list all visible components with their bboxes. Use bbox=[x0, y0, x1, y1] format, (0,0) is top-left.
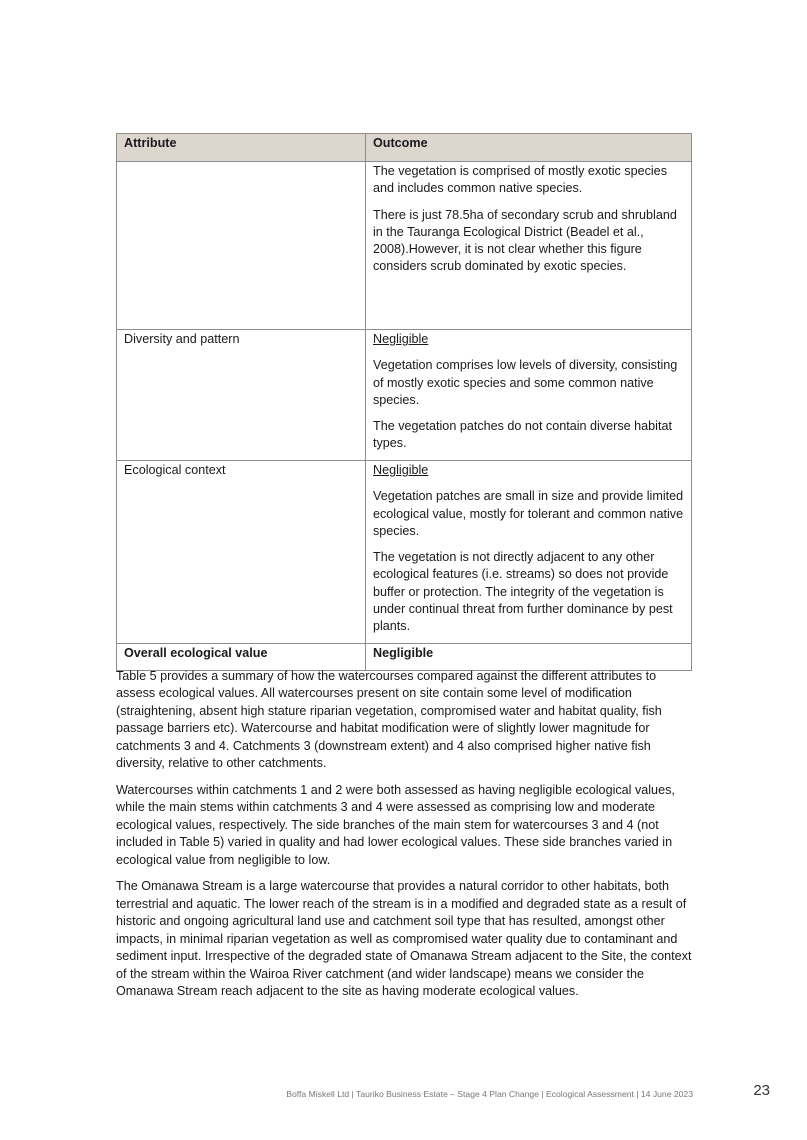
table-header-row bbox=[117, 134, 692, 162]
attribute-cell: Ecological context bbox=[117, 461, 366, 644]
outcome-paragraph: The vegetation is not directly adjacent to any other ecological features (i.e. streams) so does not provide buffer or protection. The integrity of the vegetation is under continual threat from further dominance by pest plants. bbox=[373, 550, 673, 634]
outcome-cell bbox=[366, 330, 692, 461]
table-row bbox=[117, 330, 692, 461]
assessment-table-container bbox=[116, 133, 692, 671]
outcome-paragraph: The vegetation is comprised of mostly exotic species and includes common native species. bbox=[373, 164, 667, 196]
attribute-cell bbox=[117, 162, 366, 330]
attribute-cell: Overall ecological value bbox=[117, 644, 366, 671]
page-number: 23 bbox=[753, 1082, 770, 1099]
outcome-cell bbox=[366, 162, 692, 330]
page-footer: Boffa Miskell Ltd | Tauriko Business Estate – Stage 4 Plan Change | Ecological Assessment | 14 June 2023 bbox=[286, 1089, 693, 1099]
ecological-assessment-table bbox=[116, 133, 692, 671]
rating-text: Negligible bbox=[373, 332, 429, 346]
body-text bbox=[116, 668, 696, 1010]
body-paragraph: Table 5 provides a summary of how the watercourses compared against the different attributes to assess ecological values. All watercourses present on site contain some level of modification (straightening, absent high stature riparian vegetation, compromised water and habitat quality, fish passage barriers etc). Watercourse and habitat modification were of slightly lower magnitude for catchments 3 and 4. Catchments 3 (downstream extent) and 4 also comprised higher native fish diversity, relative to other catchments. bbox=[116, 669, 662, 771]
outcome-paragraph: Vegetation comprises low levels of diversity, consisting of mostly exotic species and some common native species. bbox=[373, 358, 678, 407]
table-row bbox=[117, 644, 692, 671]
outcome-paragraph: The vegetation patches do not contain diverse habitat types. bbox=[373, 419, 672, 451]
outcome-paragraph: There is just 78.5ha of secondary scrub and shrubland in the Tauranga Ecological District (Beadel et al., 2008).However, it is not clear whether this figure considers scrub dominated by exotic species. bbox=[373, 207, 677, 274]
header-attribute: Attribute bbox=[117, 134, 366, 162]
outcome-paragraph: Vegetation patches are small in size and provide limited ecological value, mostly for tolerant and common native species. bbox=[373, 489, 684, 538]
outcome-cell bbox=[366, 461, 692, 644]
header-outcome: Outcome bbox=[366, 134, 692, 162]
table-row bbox=[117, 461, 692, 644]
body-paragraph: The Omanawa Stream is a large watercourse that provides a natural corridor to other habitats, both terrestrial and aquatic. The lower reach of the stream is in a modified and degraded state as a result of historic and ongoing agricultural land use and catchment soil type that has resulted, amongst other impacts, in minimal riparian vegetation as well as compromised water quality due to contaminant and sediment input. Irrespective of the degraded state of Omanawa Stream adjacent to the Site, the context of the stream within the Wairoa River catchment (and wider landscape) means we consider the Omanawa Stream reach adjacent to the site as having moderate ecological values. bbox=[116, 879, 692, 998]
table-row bbox=[117, 162, 692, 330]
rating-text: Negligible bbox=[373, 463, 429, 477]
overall-value-cell: Negligible bbox=[366, 644, 692, 671]
attribute-cell: Diversity and pattern bbox=[117, 330, 366, 461]
body-paragraph: Watercourses within catchments 1 and 2 were both assessed as having negligible ecological values, while the main stems within catchments 3 and 4 were assessed as comprising low and moderate ecological values, respectively. The side branches of the main stem for watercourses 3 and 4 (not included in Table 5) varied in quality and had lower ecological values. These side branches varied in ecological value from negligible to low. bbox=[116, 782, 675, 867]
